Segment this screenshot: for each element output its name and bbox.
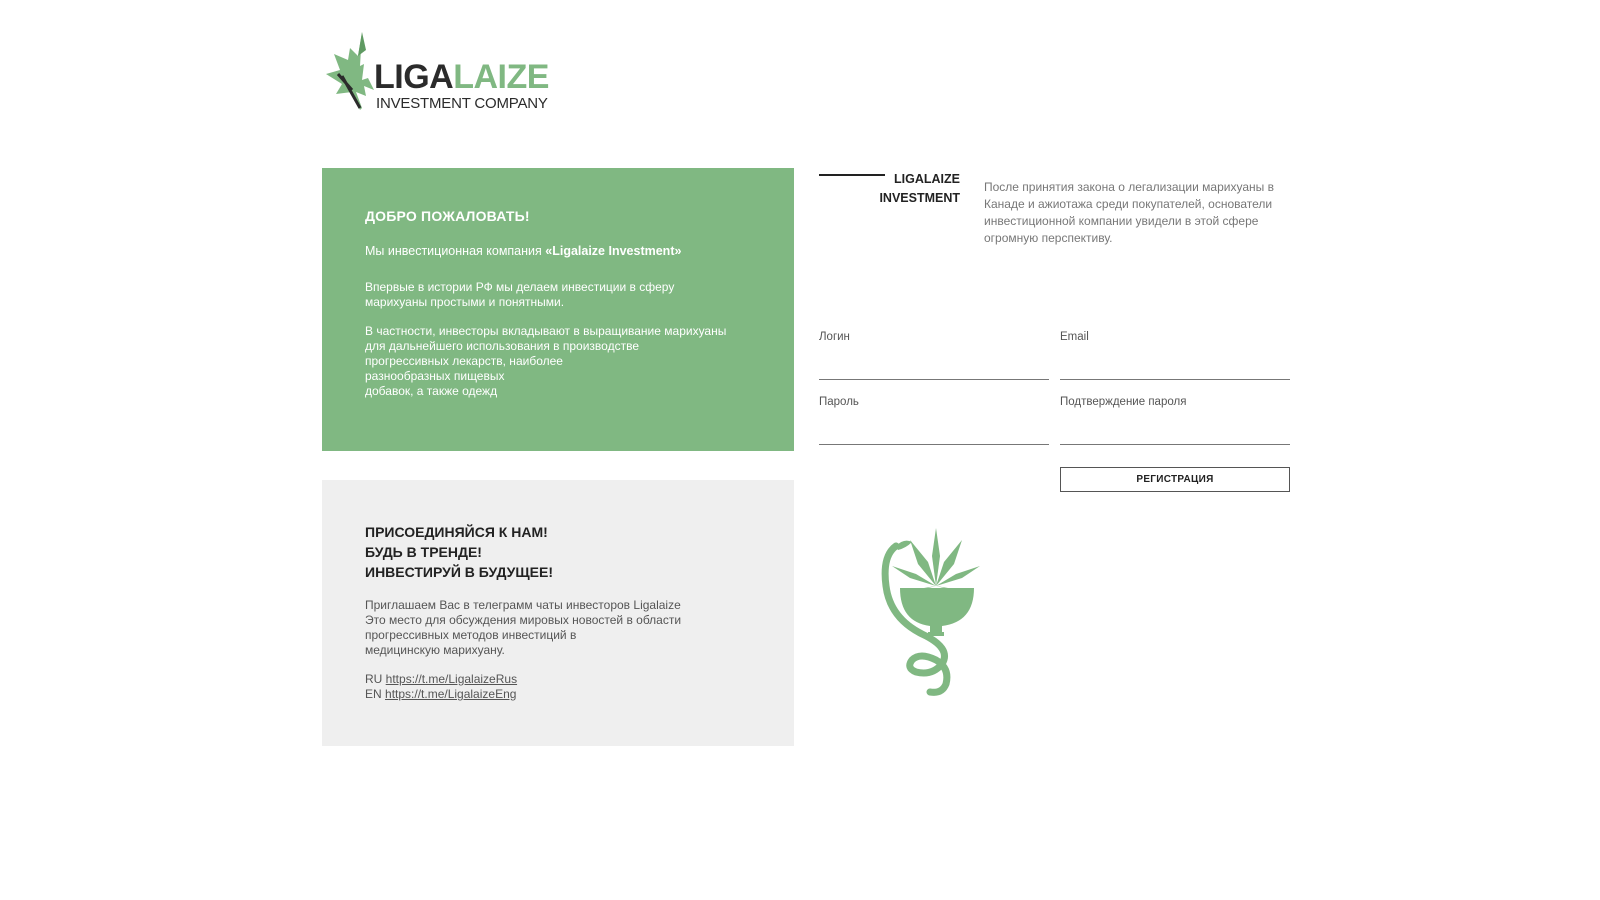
telegram-links [365,672,750,702]
telegram-link-row-ru [365,672,750,687]
welcome-intro-text: Мы инвестиционная компания [365,244,546,258]
telegram-link-en[interactable]: https://t.me/LigalaizeEng [385,687,517,701]
brand-logo[interactable] [322,30,562,120]
login-field-group [819,331,1049,380]
join-panel [322,480,794,746]
email-label: Email [1060,331,1089,343]
join-paragraph: Приглашаем Вас в телеграмм чаты инвесторов Ligalaize Это место для обсуждения мировых новостей в области прогрессивных методов инвестиций в медицинскую марихуану. [365,598,682,657]
bowl-of-hygieia-cannabis-icon [876,526,986,696]
link-prefix-ru: RU [365,672,386,686]
email-field-group [1060,331,1290,380]
welcome-paragraph-1: Впервые в истории РФ мы делаем инвестиции в сферу марихуаны простыми и понятными. [365,280,675,309]
join-title: ПРИСОЕДИНЯЙСЯ К НАМ! БУДЬ В ТРЕНДЕ! ИНВЕСТИРУЙ В БУДУЩЕЕ! [365,524,553,580]
logo-word-dark: LIGA [374,58,454,96]
telegram-link-ru[interactable]: https://t.me/LigalaizeRus [385,672,518,686]
telegram-link-row-en [365,687,750,702]
password-confirm-label: Подтверждение пароля [1060,396,1187,408]
welcome-company-name: «Ligalaize Investment» [545,244,682,258]
welcome-panel [322,168,794,451]
login-input[interactable] [819,349,1049,380]
welcome-paragraph-2: В частности, инвесторы вкладывают в выращивание марихуаны для дальнейшего использования в производстве прогрессивных лекарств, наиболее разнообразных пищевых добавок, а также одежд [365,324,727,398]
link-prefix-en: EN [365,687,386,701]
password-confirm-input[interactable] [1060,414,1290,445]
welcome-intro [365,244,750,258]
login-label: Логин [819,331,850,343]
email-input[interactable] [1060,349,1290,380]
password-confirm-field-group [1060,396,1290,445]
logo-word-green: LAIZE [453,58,549,96]
about-text: После принятия закона о легализации марихуаны в Канаде и ажиотажа среди покупателей, основатели инвестиционной компании увидели в этой сфере огромную перспективу. [984,180,1274,245]
logo-subtitle: INVESTMENT COMPANY [376,95,548,112]
maple-leaf-icon [322,30,382,114]
welcome-title: ДОБРО ПОЖАЛОВАТЬ! [365,208,530,224]
about-title: LIGALAIZE INVESTMENT [879,172,960,205]
password-field-group [819,396,1049,445]
password-input[interactable] [819,414,1049,445]
logo-wordmark [374,60,549,94]
password-label: Пароль [819,396,859,408]
register-button[interactable]: РЕГИСТРАЦИЯ [1060,467,1290,492]
